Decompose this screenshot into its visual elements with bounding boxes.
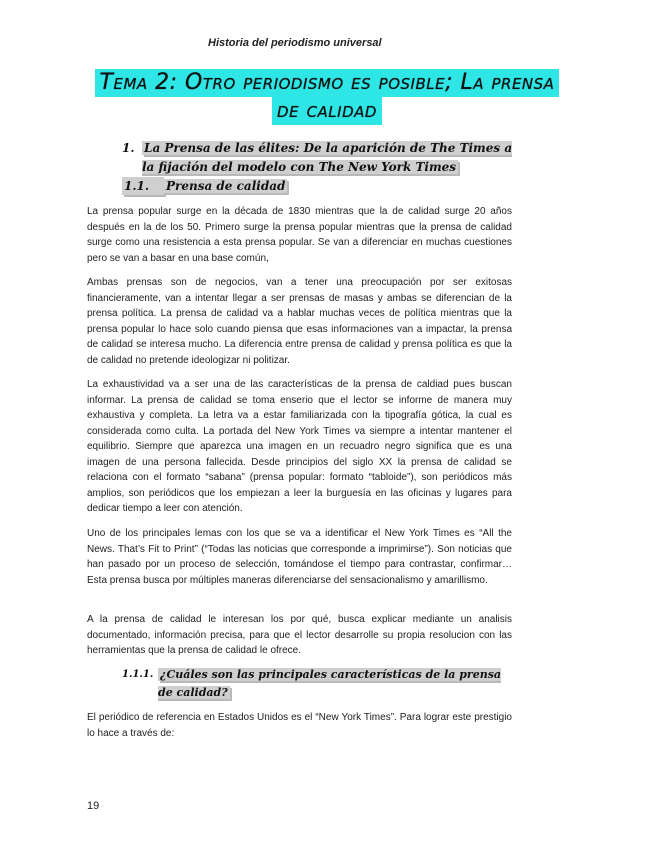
paragraph-2: Ambas prensas son de negocios, van a tener una preocupación por ser exitosas financieramente, van a intentar llegar a ser prensas de masas y ambas se diferencian de la prensa política. La prensa de calidad va a hablar muchas veces de política mientras que la prensa popular lo hace solo cuando piensa que esas informaciones van a impactar, la prensa de calidad se interesa mucho. La diferencia entre prensa de calidad y prensa política es que la de calidad no pretende ideologizar ni politizar.	[87, 277, 512, 366]
section-number: 1.	[122, 141, 135, 155]
page-number: 19	[87, 800, 100, 812]
subsection-number: 1.1.	[122, 177, 164, 195]
closing-paragraph: El periódico de referencia en Estados Unidos es el “New York Times”. Para lograr este prestigio lo hace a través de:	[87, 712, 512, 739]
paragraph-5: A la prensa de calidad le interesan los por qué, busca explicar mediante un analisis documentado, información precisa, para que el lector desarrolle su propia resolucion con las herramientas que la prensa de calidad le ofrece.	[87, 614, 512, 656]
chapter-title	[92, 69, 562, 125]
paragraph-4: Uno de los principales lemas con los que se va a identificar el New York Times es “All the News. That’s Fit to Print” (“Todas las noticias que corresponde a imprimirse”). Son noticias que han pasado por un proceso de selección, tomándose el tiempo para contrastar, confirmar… Esta prensa busca por múltiples maneras diferenciarse del sensacionalismo y amarillismo.	[87, 528, 512, 586]
section-heading-1	[122, 139, 522, 177]
subsection-title: Prensa de calidad	[166, 179, 286, 193]
running-header: Historia del periodismo universal	[208, 37, 382, 49]
paragraph-1: La prensa popular surge en la década de 1830 mientras que la de calidad surge 20 años después en la de los 50. Primero surge la prensa popular mientras que la prensa de calidad surge como una resistencia a esta prensa popular. Se van a diferenciar en muchas cuestiones pero se van a basar en una base común,	[87, 206, 512, 264]
section-heading-1-1	[122, 177, 287, 195]
chapter-title-line-2: de calidad	[272, 97, 382, 125]
subsubsection-number: 1.1.1.	[122, 669, 154, 680]
subsubsection-title: ¿Cuáles son las principales características de la prensa de calidad?	[158, 668, 502, 699]
chapter-title-line-1: Tema 2: Otro periodismo es posible; La prensa	[95, 69, 560, 97]
section-title: La Prensa de las élites: De la aparición de The Times a la fijación del modelo con The New York Times	[142, 141, 513, 174]
section-heading-1-1-1	[122, 666, 502, 702]
paragraph-3: La exhaustividad va a ser una de las características de la prensa de caldiad pues buscan informar. La prensa de calidad se toma enserio que el lector se informe de manera muy exhaustiva y completa. La letra va a estar familiarizada con la tipografía gótica, la cual es considerada como culta. La portada del New York Times va siempre a intentar mantener el equilibrio. Siempre que aparezca una imagen en un recuadro negro significa que es una imagen de una persona fallecida. Desde principios del siglo XX la prensa de calidad se relaciona con el formato “sabana” (prensa popular: formato “tabloide”), son periódicos más amplios, son periódicos que los empiezan a leer la burguesía en las oficinas y lugares para dedicar tiempo a leer con atención.	[87, 379, 512, 514]
